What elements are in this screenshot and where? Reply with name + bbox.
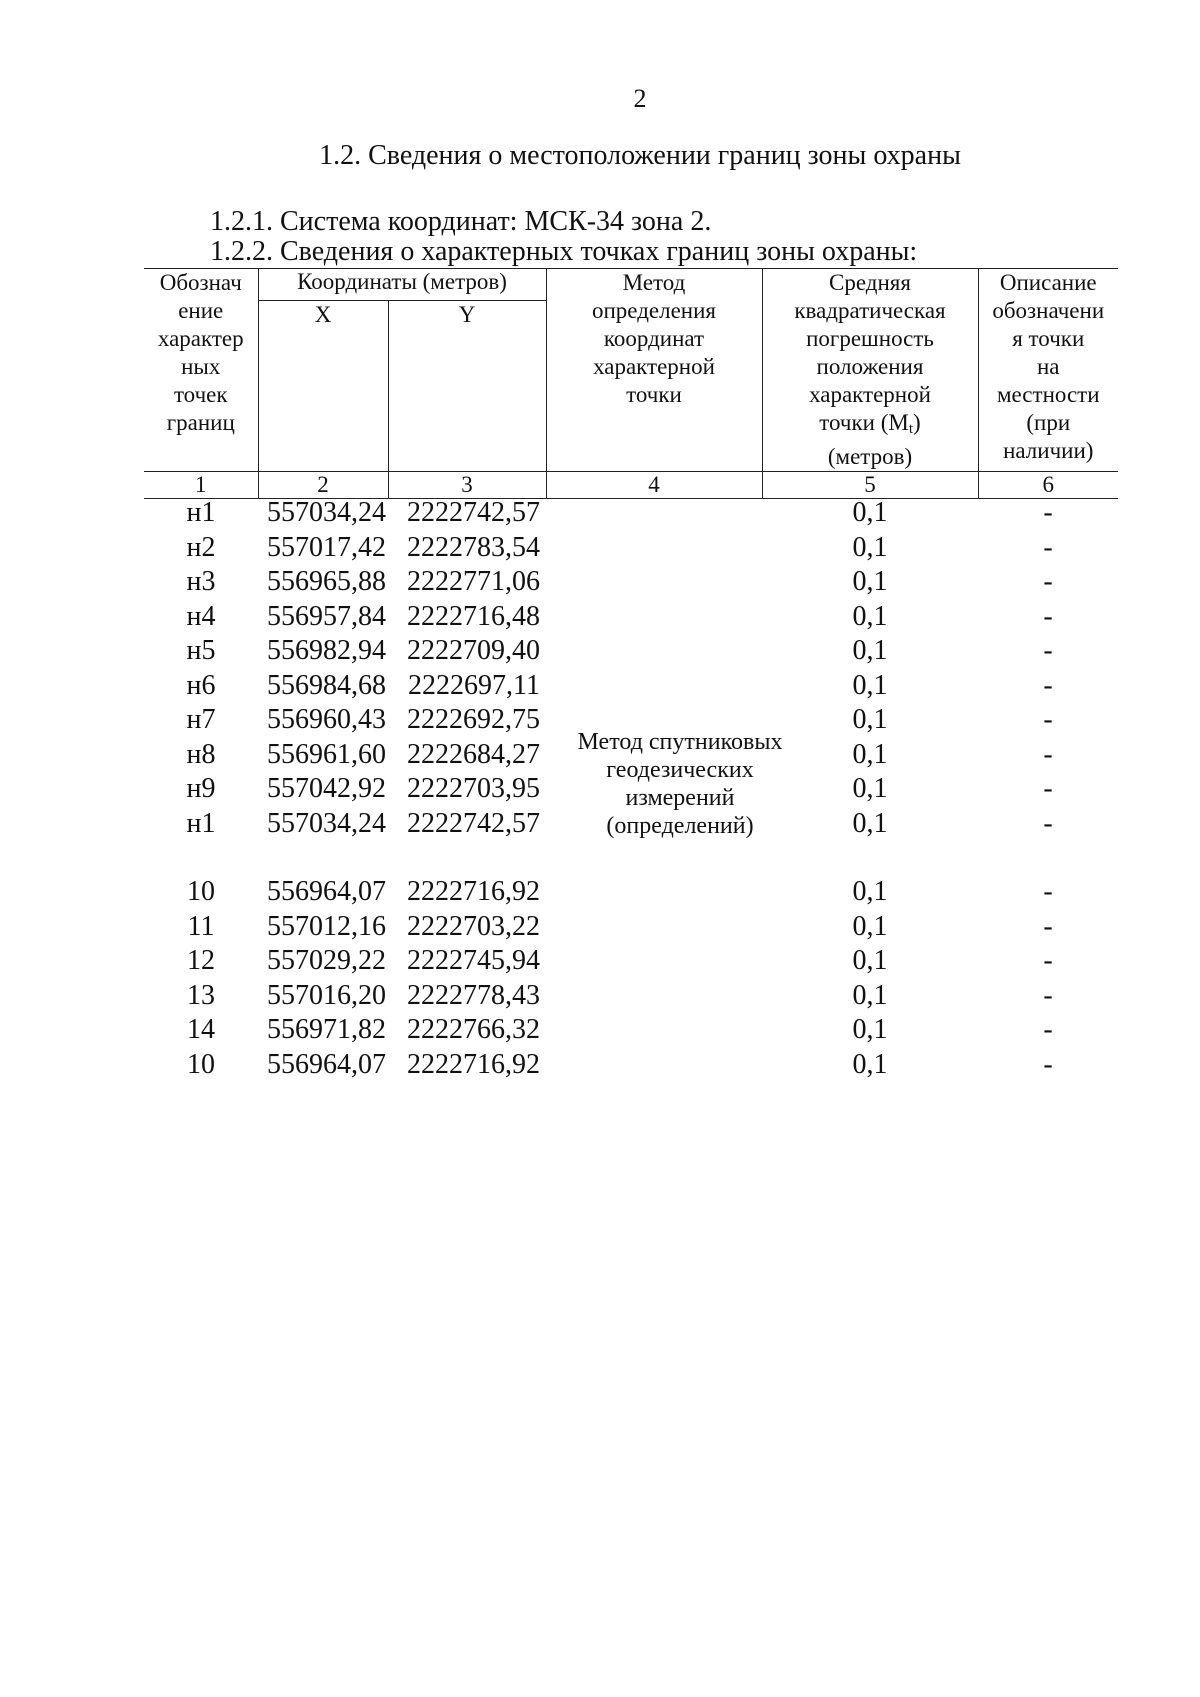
y-coordinate: 2222778,43 — [407, 979, 540, 1011]
error-value: 0,1 — [852, 531, 888, 563]
table-row — [144, 496, 1118, 531]
header-error-points: точки (M — [819, 410, 909, 435]
error-value: 0,1 — [852, 635, 888, 667]
point-label: н8 — [186, 738, 216, 770]
method-cell — [546, 875, 762, 910]
table-row — [144, 1013, 1118, 1048]
method-cell — [546, 979, 762, 1014]
header-num-1: 1 — [144, 472, 258, 499]
y-coordinate: 2222692,75 — [407, 704, 540, 736]
header-error-unit: (метров) — [827, 444, 913, 469]
description-value: - — [1043, 566, 1053, 598]
point-label: н6 — [186, 669, 216, 701]
point-label: н7 — [186, 704, 216, 736]
point-label: н2 — [186, 531, 216, 563]
y-coordinate: 2222766,32 — [407, 1014, 540, 1046]
point-label: 10 — [187, 876, 215, 908]
header-x: X — [258, 301, 388, 472]
method-description: Метод спутниковых геодезических измерений (определений) — [577, 729, 783, 839]
x-coordinate: 556984,68 — [267, 669, 386, 701]
table-row — [144, 531, 1118, 566]
error-value: 0,1 — [852, 738, 888, 770]
method-cell — [546, 565, 762, 600]
x-coordinate: 556982,94 — [267, 635, 386, 667]
y-coordinate: 2222709,40 — [407, 635, 540, 667]
x-coordinate: 556957,84 — [267, 600, 386, 632]
x-coordinate: 556964,07 — [267, 1048, 386, 1080]
error-value: 0,1 — [852, 773, 888, 805]
section-title: 1.2. Сведения о местоположении границ зоны охраны — [319, 140, 961, 171]
y-coordinate: 2222703,22 — [407, 910, 540, 942]
method-cell — [546, 1013, 762, 1048]
description-value: - — [1043, 876, 1053, 908]
table-row — [144, 875, 1118, 910]
x-coordinate: 557034,24 — [267, 497, 386, 529]
x-coordinate: 556961,60 — [267, 738, 386, 770]
description-value: - — [1043, 979, 1053, 1011]
header-coordinates: Координаты (метров) — [258, 269, 546, 301]
point-label: 11 — [187, 910, 215, 942]
table-row — [144, 634, 1118, 669]
x-coordinate: 557034,24 — [267, 807, 386, 839]
table-row — [144, 944, 1118, 979]
table-row — [144, 669, 1118, 704]
error-value: 0,1 — [852, 1014, 888, 1046]
header-error-sub: t — [908, 421, 914, 437]
header-method: Метод определения координат характерной точки — [546, 269, 762, 472]
header-error — [762, 269, 978, 472]
point-label: н1 — [186, 807, 216, 839]
error-value: 0,1 — [852, 704, 888, 736]
method-cell — [546, 600, 762, 635]
error-value: 0,1 — [852, 566, 888, 598]
x-coordinate: 557042,92 — [267, 773, 386, 805]
point-label: н3 — [186, 566, 216, 598]
point-label: н5 — [186, 635, 216, 667]
description-value: - — [1043, 600, 1053, 632]
method-cell — [546, 944, 762, 979]
point-label: 13 — [187, 979, 215, 1011]
description-value: - — [1043, 1048, 1053, 1080]
point-label: н9 — [186, 773, 216, 805]
point-label: 12 — [187, 945, 215, 977]
description-value: - — [1043, 807, 1053, 839]
error-value: 0,1 — [852, 979, 888, 1011]
header-num-6: 6 — [978, 472, 1118, 499]
error-value: 0,1 — [852, 600, 888, 632]
x-coordinate: 557029,22 — [267, 945, 386, 977]
header-description: Описание обозначени я точки на местности (при наличии) — [978, 269, 1118, 472]
x-coordinate: 557012,16 — [267, 910, 386, 942]
y-coordinate: 2222771,06 — [407, 566, 540, 598]
error-value: 0,1 — [852, 807, 888, 839]
table-row — [144, 1048, 1118, 1083]
y-coordinate: 2222745,94 — [407, 945, 540, 977]
description-value: - — [1043, 1014, 1053, 1046]
method-cell — [546, 496, 762, 531]
header-error-close: ) — [913, 410, 921, 435]
error-value: 0,1 — [852, 945, 888, 977]
method-cell — [546, 531, 762, 566]
point-label: н1 — [186, 497, 216, 529]
description-value: - — [1043, 635, 1053, 667]
x-coordinate: 556964,07 — [267, 876, 386, 908]
point-label: 14 — [187, 1014, 215, 1046]
coordinate-system-heading: 1.2.1. Система координат: МСК-34 зона 2. — [210, 206, 712, 237]
error-value: 0,1 — [852, 910, 888, 942]
points-heading: 1.2.2. Сведения о характерных точках границ зоны охраны: — [210, 236, 918, 267]
points-table-header — [144, 268, 1118, 499]
error-value: 0,1 — [852, 669, 888, 701]
header-num-3: 3 — [388, 472, 546, 499]
method-cell — [546, 634, 762, 669]
error-value: 0,1 — [852, 497, 888, 529]
y-coordinate: 2222716,92 — [407, 876, 540, 908]
y-coordinate: 2222742,57 — [407, 497, 540, 529]
table-row — [144, 565, 1118, 600]
header-error-lines: Средняя квадратическая погрешность положения характерной — [794, 270, 946, 407]
point-label: н4 — [186, 600, 216, 632]
page-number: 2 — [633, 84, 647, 113]
point-label: 10 — [187, 1048, 215, 1080]
method-cell — [546, 910, 762, 945]
description-value: - — [1043, 531, 1053, 563]
method-cell — [546, 669, 762, 704]
description-value: - — [1043, 738, 1053, 770]
y-coordinate: 2222742,57 — [407, 807, 540, 839]
description-value: - — [1043, 773, 1053, 805]
x-coordinate: 556960,43 — [267, 704, 386, 736]
method-cell — [546, 1048, 762, 1083]
description-value: - — [1043, 704, 1053, 736]
table-row — [144, 910, 1118, 945]
header-num-5: 5 — [762, 472, 978, 499]
header-num-2: 2 — [258, 472, 388, 499]
error-value: 0,1 — [852, 1048, 888, 1080]
table-row — [144, 600, 1118, 635]
y-coordinate: 2222684,27 — [407, 738, 540, 770]
x-coordinate: 557017,42 — [267, 531, 386, 563]
x-coordinate: 556971,82 — [267, 1014, 386, 1046]
description-value: - — [1043, 497, 1053, 529]
row-gap — [144, 841, 1118, 875]
x-coordinate: 557016,20 — [267, 979, 386, 1011]
y-coordinate: 2222783,54 — [407, 531, 540, 563]
header-num-4: 4 — [546, 472, 762, 499]
table-row — [144, 979, 1118, 1014]
header-y: Y — [388, 301, 546, 472]
y-coordinate: 2222716,48 — [407, 600, 540, 632]
description-value: - — [1043, 945, 1053, 977]
y-coordinate: 2222697,11 — [408, 669, 540, 701]
description-value: - — [1043, 910, 1053, 942]
x-coordinate: 556965,88 — [267, 566, 386, 598]
y-coordinate: 2222703,95 — [407, 773, 540, 805]
header-point-designation: Обознач ение характер ных точек границ — [144, 269, 258, 472]
y-coordinate: 2222716,92 — [407, 1048, 540, 1080]
description-value: - — [1043, 669, 1053, 701]
error-value: 0,1 — [852, 876, 888, 908]
